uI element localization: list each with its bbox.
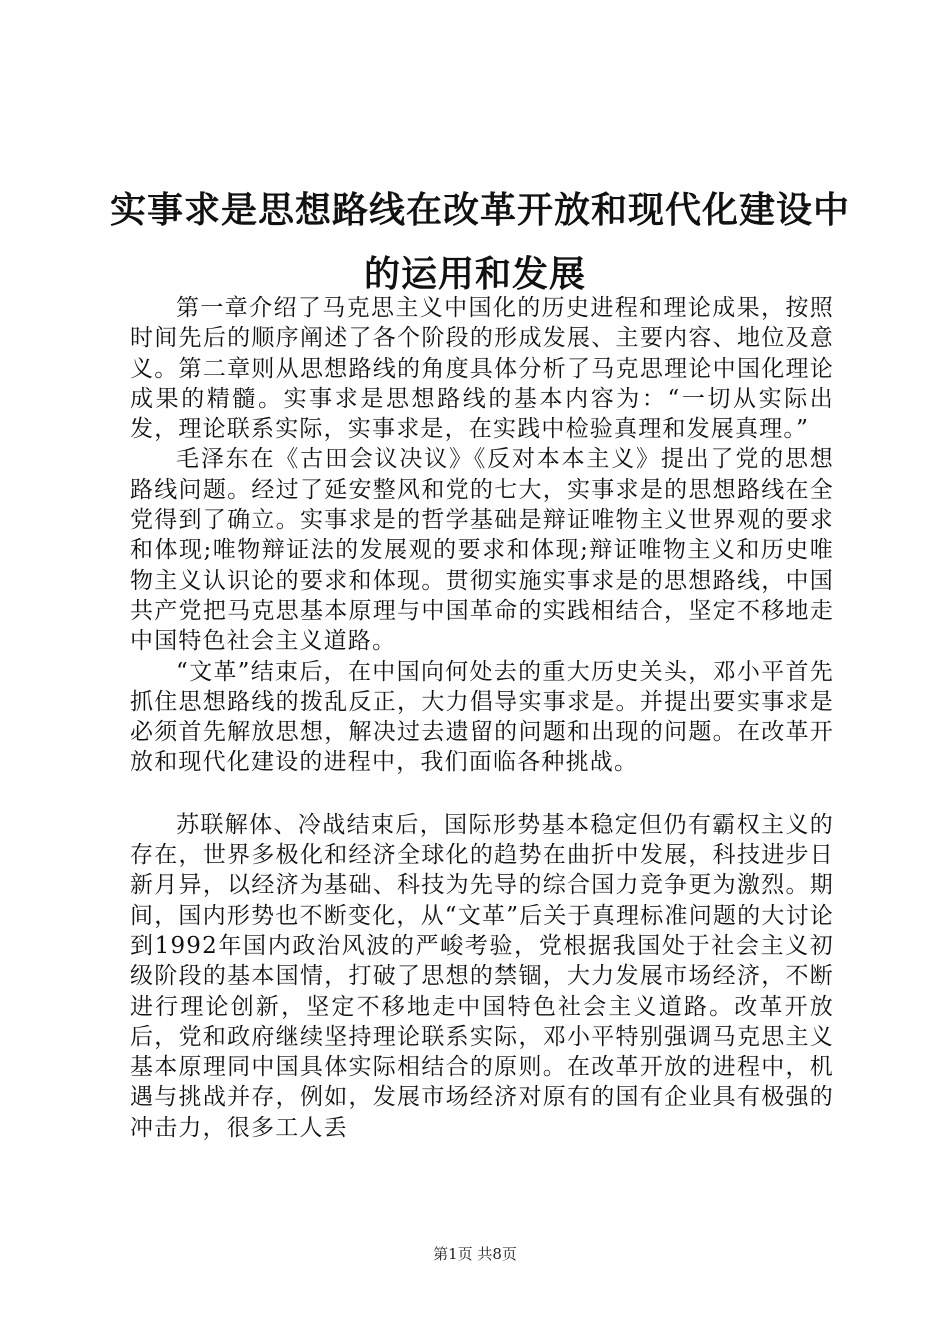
document-title [110, 178, 851, 306]
document-body [130, 293, 834, 1143]
page-number-footer: 第1页 共8页 [433, 1245, 517, 1263]
paragraph-3: “文革”结束后，在中国向何处去的重大历史关头，邓小平首先抓住思想路线的拨乱反正，大力倡导实事求是。并提出要实事求是必须首先解放思想，解决过去遗留的问题和出现的问题。在改革开放和现代化建设的进程中，我们面临各种挑战。 [130, 658, 834, 776]
title-line-2: 的运用和发展 [363, 253, 586, 295]
paragraph-4: 苏联解体、冷战结束后，国际形势基本稳定但仍有霸权主义的存在，世界多极化和经济全球化的趋势在曲折中发展，科技进步日新月异，以经济为基础、科技为先导的综合国力竞争更为激烈。期间，国内形势也不断变化，从“文革”后关于真理标准问题的大讨论到1992年国内政治风波的严峻考验，党根据我国处于社会主义初级阶段的基本国情，打破了思想的禁锢，大力发展市场经济，不断进行理论创新，坚定不移地走中国特色社会主义道路。改革开放后，党和政府继续坚持理论联系实际，邓小平特别强调马克思主义基本原理同中国具体实际相结合的原则。在改革开放的进程中，机遇与挑战并存，例如，发展市场经济对原有的国有企业具有极强的冲击力，很多工人丢 [130, 811, 834, 1141]
paragraph-1: 第一章介绍了马克思主义中国化的历史进程和理论成果，按照时间先后的顺序阐述了各个阶段的形成发展、主要内容、地位及意义。第二章则从思想路线的角度具体分析了马克思理论中国化理论成果的精髓。实事求是思想路线的基本内容为：“一切从实际出发，理论联系实际，实事求是，在实践中检验真理和发展真理。” [130, 295, 834, 443]
paragraph-2: 毛泽东在《古田会议决议》《反对本本主义》提出了党的思想路线问题。经过了延安整风和党的七大，实事求是的思想路线在全党得到了确立。实事求是的哲学基础是辩证唯物主义世界观的要求和体现;唯物辩证法的发展观的要求和体现;辩证唯物主义和历史唯物主义认识论的要求和体现。贯彻实施实事求是的思想路线，中国共产党把马克思基本原理与中国革命的实践相结合，坚定不移地走中国特色社会主义道路。 [130, 446, 834, 655]
title-line-1: 实事求是思想路线在改革开放和现代化建设中 [110, 189, 851, 231]
